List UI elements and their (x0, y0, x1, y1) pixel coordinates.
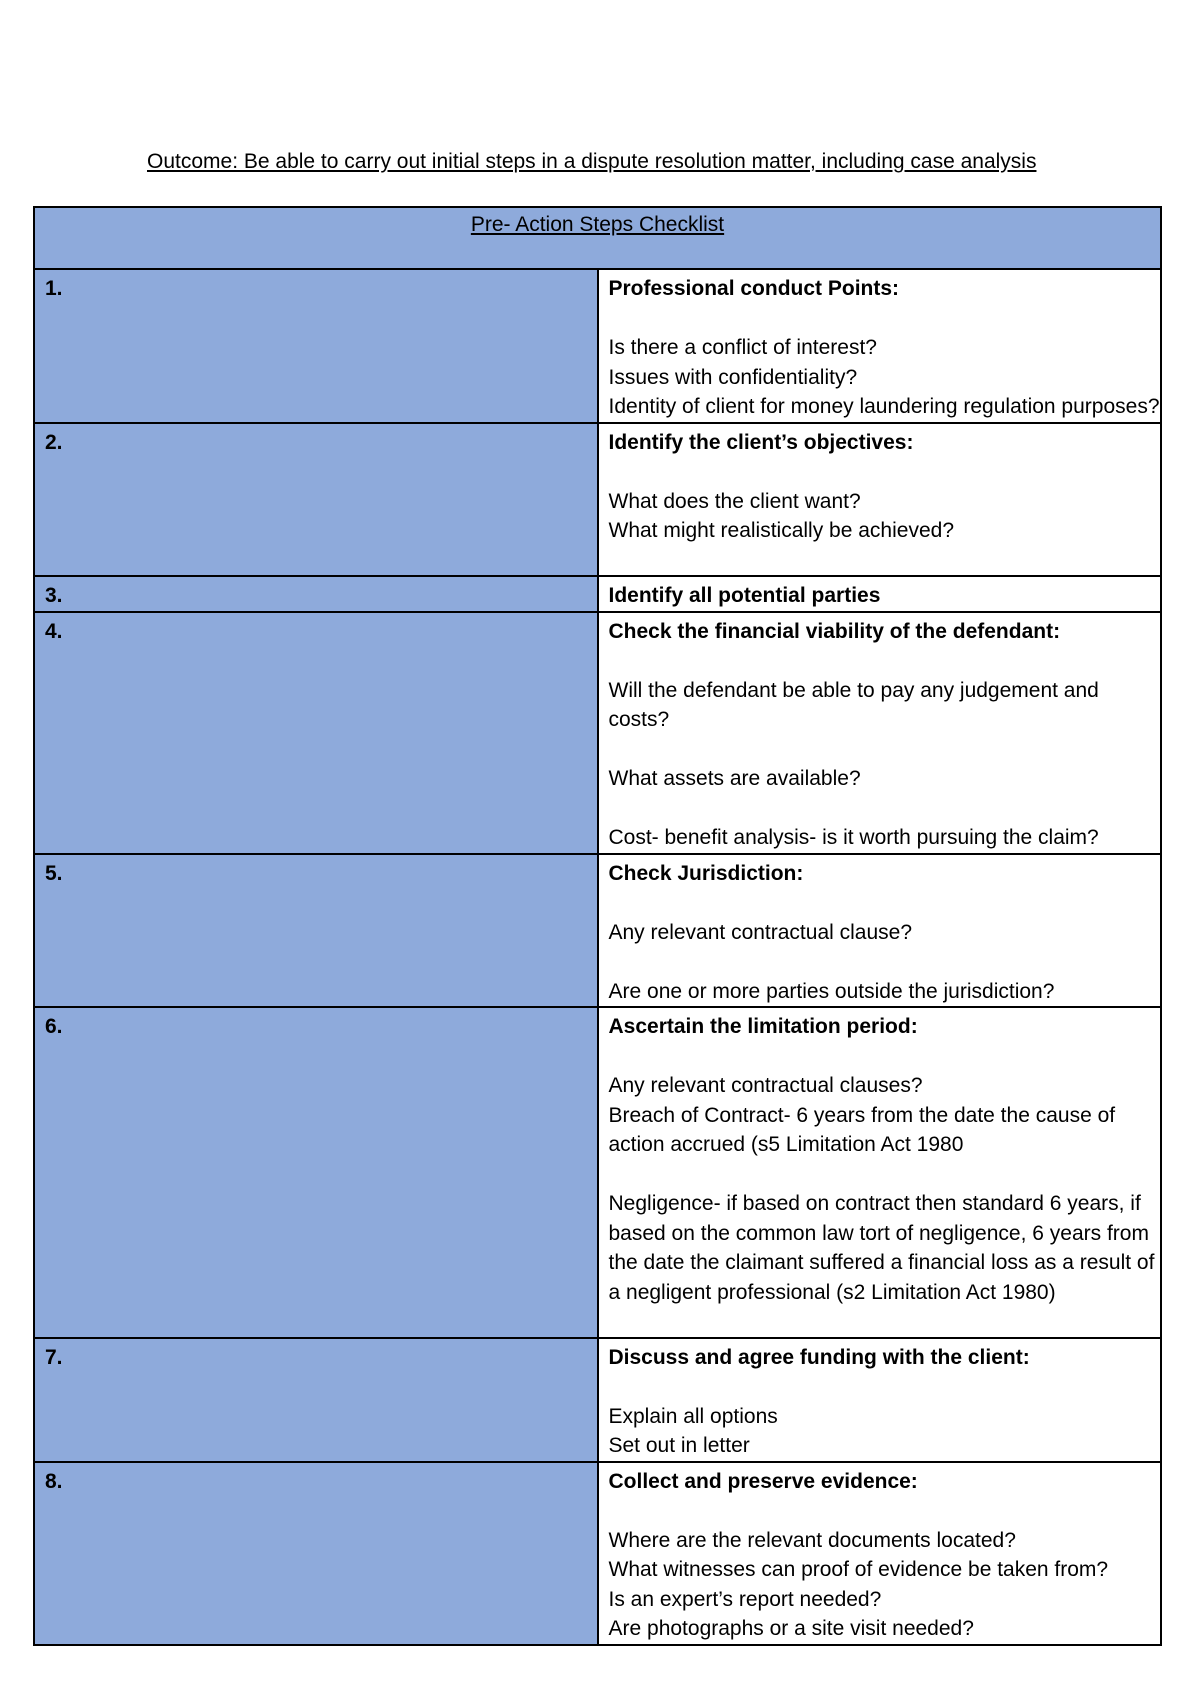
step-title: Collect and preserve evidence: (608, 1469, 918, 1493)
step-detail-line: Are photographs or a site visit needed? (608, 1617, 974, 1640)
step-content (598, 612, 1162, 854)
step-detail-line: Any relevant contractual clause? (608, 920, 913, 944)
step-detail-line: Are one or more parties outside the jurisdiction? (608, 979, 1055, 1003)
step-title: Professional conduct Points: (608, 277, 900, 300)
blank-line (609, 304, 1161, 334)
step-detail-line: Is there a conflict of interest? (608, 336, 877, 359)
checklist-step-row (34, 423, 1161, 577)
blank-line (609, 457, 1161, 487)
outcome-heading: Outcome: Be able to carry out initial steps in a dispute resolution matter, including case analysis (147, 150, 1037, 173)
step-detail-line: What might realistically be achieved? (608, 519, 954, 542)
blank-line (609, 947, 1161, 977)
step-detail-line: Will the defendant be able to pay any judgement and costs? (608, 678, 1099, 731)
step-number: 5. (34, 854, 598, 1008)
step-content (598, 269, 1162, 423)
step-title: Identify the client’s objectives: (608, 430, 914, 454)
step-detail-line: Explain all options (608, 1404, 778, 1428)
checklist-step-row (34, 576, 1161, 612)
step-content (598, 423, 1162, 577)
checklist-step-row (34, 1007, 1161, 1338)
step-number: 8. (34, 1462, 598, 1645)
blank-line (609, 1307, 1161, 1337)
step-number: 2. (34, 423, 598, 577)
step-number: 3. (34, 576, 598, 612)
step-number: 6. (34, 1007, 598, 1338)
table-header-row (34, 207, 1161, 269)
blank-line (609, 1160, 1161, 1190)
blank-line (609, 794, 1161, 824)
step-title: Ascertain the limitation period: (608, 1015, 918, 1038)
step-detail-line: What does the client want? (608, 489, 861, 513)
step-detail-line: Where are the relevant documents located? (608, 1528, 1016, 1552)
step-detail-line: Any relevant contractual clauses? (608, 1074, 923, 1097)
step-number: 4. (34, 612, 598, 854)
checklist-step-row (34, 854, 1161, 1008)
step-detail-line: What witnesses can proof of evidence be taken from? (608, 1558, 1109, 1581)
table-header-cell (34, 207, 1161, 269)
step-content (598, 576, 1162, 612)
step-detail-line: Breach of Contract- 6 years from the date the cause of action accrued (s5 Limitation Act 1980 (608, 1103, 1116, 1156)
checklist-step-row (34, 1338, 1161, 1462)
checklist-step-row (34, 612, 1161, 854)
step-detail-line: Issues with confidentiality? (608, 365, 858, 389)
pre-action-checklist-table (33, 206, 1162, 1646)
blank-line (609, 1496, 1161, 1526)
step-content (598, 854, 1162, 1008)
blank-line (609, 646, 1161, 676)
step-content (598, 1007, 1162, 1338)
step-title: Identify all potential parties (608, 584, 881, 607)
blank-line (609, 888, 1161, 918)
step-detail-line: Identity of client for money laundering regulation purposes? (608, 395, 1160, 418)
step-title: Check Jurisdiction: (608, 861, 804, 885)
step-detail-line: Is an expert’s report needed? (608, 1587, 882, 1611)
table-header-title: Pre- Action Steps Checklist (470, 213, 725, 236)
blank-line (609, 735, 1161, 765)
step-number: 7. (34, 1338, 598, 1462)
step-content (598, 1338, 1162, 1462)
step-number: 1. (34, 269, 598, 423)
step-content (598, 1462, 1162, 1645)
step-title: Discuss and agree funding with the client: (608, 1345, 1030, 1369)
step-detail-line: What assets are available? (608, 767, 861, 790)
blank-line (609, 546, 1161, 576)
step-detail-line: Negligence- if based on contract then standard 6 years, if based on the common law tort of negligence, 6 years from the date the claimant suffered a financial loss as a result of a negligent professional (s2 Limitation Act 1980) (608, 1192, 1155, 1304)
blank-line (609, 1372, 1161, 1402)
step-title: Check the financial viability of the defendant: (608, 619, 1061, 643)
step-detail-line: Cost- benefit analysis- is it worth pursuing the claim? (608, 826, 1099, 849)
blank-line (609, 1042, 1161, 1072)
checklist-step-row (34, 1462, 1161, 1645)
checklist-step-row (34, 269, 1161, 423)
step-detail-line: Set out in letter (608, 1434, 750, 1457)
